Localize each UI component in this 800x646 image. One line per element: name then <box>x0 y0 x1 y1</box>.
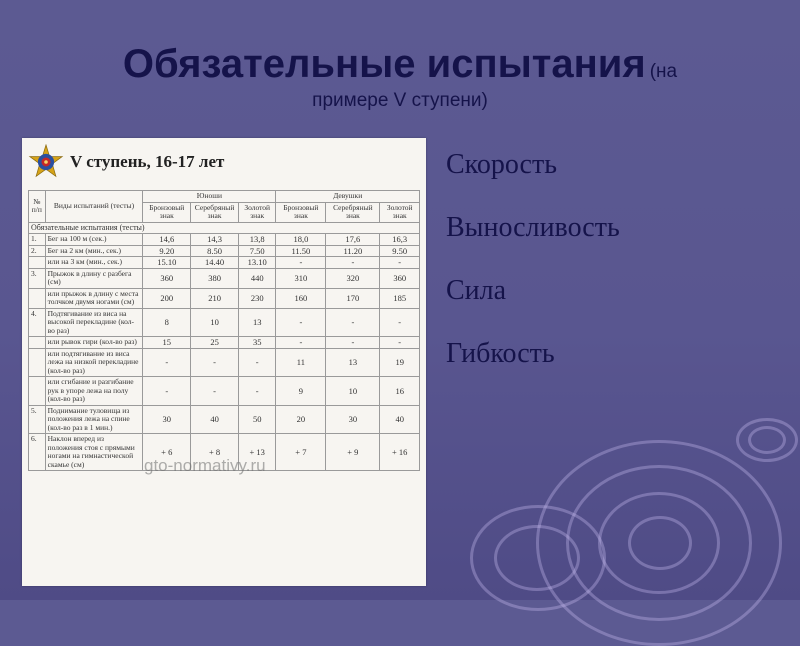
norm-value: 35 <box>238 337 275 349</box>
norm-value: 9.50 <box>380 245 420 257</box>
section-row <box>29 222 420 234</box>
test-name: или сгибание и разгибание рук в упоре лежа на полу (кол-во раз) <box>45 377 143 406</box>
norm-value: + 16 <box>380 434 420 471</box>
watermark: gto-normativy.ru <box>144 456 266 475</box>
table-row <box>29 405 420 434</box>
norm-value: - <box>276 257 326 269</box>
table-row <box>29 288 420 308</box>
test-name: Бег на 2 км (мин., сек.) <box>45 245 143 257</box>
norm-value: - <box>143 348 191 377</box>
title-subline: примере V ступени) <box>312 90 488 111</box>
norm-value: 320 <box>326 268 380 288</box>
norm-value: 380 <box>191 268 239 288</box>
test-name: Поднимание туловища из положения лежа на спине (кол-во раз в 1 мин.) <box>45 405 143 434</box>
norm-value: 14,3 <box>191 234 239 246</box>
norm-value: 8.50 <box>191 245 239 257</box>
norm-value: 8 <box>143 308 191 337</box>
table-row <box>29 234 420 246</box>
row-number <box>29 257 46 269</box>
norm-value: - <box>380 308 420 337</box>
norm-value: + 13 <box>238 434 275 471</box>
norm-value: + 9 <box>326 434 380 471</box>
table-body <box>29 222 420 471</box>
test-name: Прыжок в длину с разбега (см) <box>45 268 143 288</box>
row-number <box>29 337 46 349</box>
norm-value: 10 <box>326 377 380 406</box>
norm-value: 17,6 <box>326 234 380 246</box>
header-girls: Девушки <box>276 191 420 203</box>
header-boys-silver: Серебряный знак <box>191 202 239 222</box>
bullet-endurance: Выносливость <box>446 212 620 243</box>
norm-value: - <box>276 308 326 337</box>
norm-value: - <box>380 337 420 349</box>
table-row <box>29 268 420 288</box>
norm-value: 170 <box>326 288 380 308</box>
header-girls-gold: Золотой знак <box>380 202 420 222</box>
norm-value: 11.50 <box>276 245 326 257</box>
header-num: № п/п <box>29 191 46 223</box>
test-name: Бег на 100 м (сек.) <box>45 234 143 246</box>
norm-value: 14.40 <box>191 257 239 269</box>
norm-value: 30 <box>326 405 380 434</box>
row-number: 4. <box>29 308 46 337</box>
norm-value: - <box>276 337 326 349</box>
norm-value: 11 <box>276 348 326 377</box>
norm-value: 440 <box>238 268 275 288</box>
table-row <box>29 434 420 471</box>
norm-value: 10 <box>191 308 239 337</box>
norm-value: 40 <box>191 405 239 434</box>
table-row <box>29 348 420 377</box>
norm-value: - <box>380 257 420 269</box>
norm-value: 7.50 <box>238 245 275 257</box>
norm-value: + 7 <box>276 434 326 471</box>
norm-value: 16 <box>380 377 420 406</box>
decor-ring <box>494 525 580 591</box>
norm-value: 13,8 <box>238 234 275 246</box>
table-row <box>29 337 420 349</box>
norm-value: - <box>238 377 275 406</box>
document-heading: V ступень, 16-17 лет <box>70 152 225 171</box>
bullet-strength: Сила <box>446 275 507 306</box>
norm-value: 15 <box>143 337 191 349</box>
norm-value: 15.10 <box>143 257 191 269</box>
norm-value: 20 <box>276 405 326 434</box>
norm-value: 200 <box>143 288 191 308</box>
header-tests: Виды испытаний (тесты) <box>45 191 143 223</box>
norm-value: + 6 <box>143 434 191 471</box>
norm-value: 185 <box>380 288 420 308</box>
test-name: или рывок гири (кол-во раз) <box>45 337 143 349</box>
norm-value: 11.20 <box>326 245 380 257</box>
bullet-speed: Скорость <box>446 149 557 180</box>
norm-value: + 8 <box>191 434 239 471</box>
header-boys: Юноши <box>143 191 276 203</box>
header-boys-gold: Золотой знак <box>238 202 275 222</box>
norm-value: 30 <box>143 405 191 434</box>
norm-value: 16,3 <box>380 234 420 246</box>
header-girls-silver: Серебряный знак <box>326 202 380 222</box>
norm-value: 9.20 <box>143 245 191 257</box>
norm-value: - <box>326 337 380 349</box>
row-number: 3. <box>29 268 46 288</box>
test-name: или подтягивание из виса лежа на низкой перекладине (кол-во раз) <box>45 348 143 377</box>
test-name: или прыжок в длину с места толчком двумя ногами (см) <box>45 288 143 308</box>
table-row <box>29 257 420 269</box>
row-number: 6. <box>29 434 46 471</box>
norm-value: - <box>191 377 239 406</box>
row-number: 1. <box>29 234 46 246</box>
norm-value: 13 <box>238 308 275 337</box>
bullet-flexibility: Гибкость <box>446 338 555 369</box>
slide-title <box>0 40 800 113</box>
row-number: 2. <box>29 245 46 257</box>
row-number <box>29 377 46 406</box>
norm-value: 160 <box>276 288 326 308</box>
norm-value: 360 <box>380 268 420 288</box>
norms-document-image <box>22 138 426 586</box>
norm-value: 18,0 <box>276 234 326 246</box>
title-note: (на <box>649 61 678 82</box>
table-row <box>29 377 420 406</box>
section-label: Обязательные испытания (тесты) <box>29 222 420 234</box>
decor-ring <box>628 516 692 570</box>
decor-ring <box>748 426 786 454</box>
test-name: Подтягивание из виса на высокой перекладине (кол-во раз) <box>45 308 143 337</box>
table-row <box>29 245 420 257</box>
norm-value: - <box>326 308 380 337</box>
bullet-list <box>446 150 620 402</box>
norm-value: 210 <box>191 288 239 308</box>
table-header-row <box>29 191 420 203</box>
norm-value: 40 <box>380 405 420 434</box>
norm-value: 25 <box>191 337 239 349</box>
test-name: Наклон вперед из положения стоя с прямыми ногами на гимнастической скамье (см) <box>45 434 143 471</box>
norm-value: 310 <box>276 268 326 288</box>
norm-value: - <box>326 257 380 269</box>
norm-value: 230 <box>238 288 275 308</box>
norm-value: 360 <box>143 268 191 288</box>
row-number <box>29 348 46 377</box>
norm-value: 14,6 <box>143 234 191 246</box>
gto-badge-icon <box>28 144 64 180</box>
header-girls-bronze: Бронзовый знак <box>276 202 326 222</box>
norm-value: 13.10 <box>238 257 275 269</box>
table-row <box>29 308 420 337</box>
title-main: Обязательные испытания <box>122 42 646 86</box>
row-number: 5. <box>29 405 46 434</box>
header-boys-bronze: Бронзовый знак <box>143 202 191 222</box>
norm-value: - <box>238 348 275 377</box>
norm-value: - <box>191 348 239 377</box>
row-number <box>29 288 46 308</box>
norm-value: 19 <box>380 348 420 377</box>
norm-value: 13 <box>326 348 380 377</box>
norm-value: - <box>143 377 191 406</box>
test-name: или на 3 км (мин., сек.) <box>45 257 143 269</box>
norm-value: 9 <box>276 377 326 406</box>
norm-value: 50 <box>238 405 275 434</box>
norms-table <box>28 190 420 471</box>
